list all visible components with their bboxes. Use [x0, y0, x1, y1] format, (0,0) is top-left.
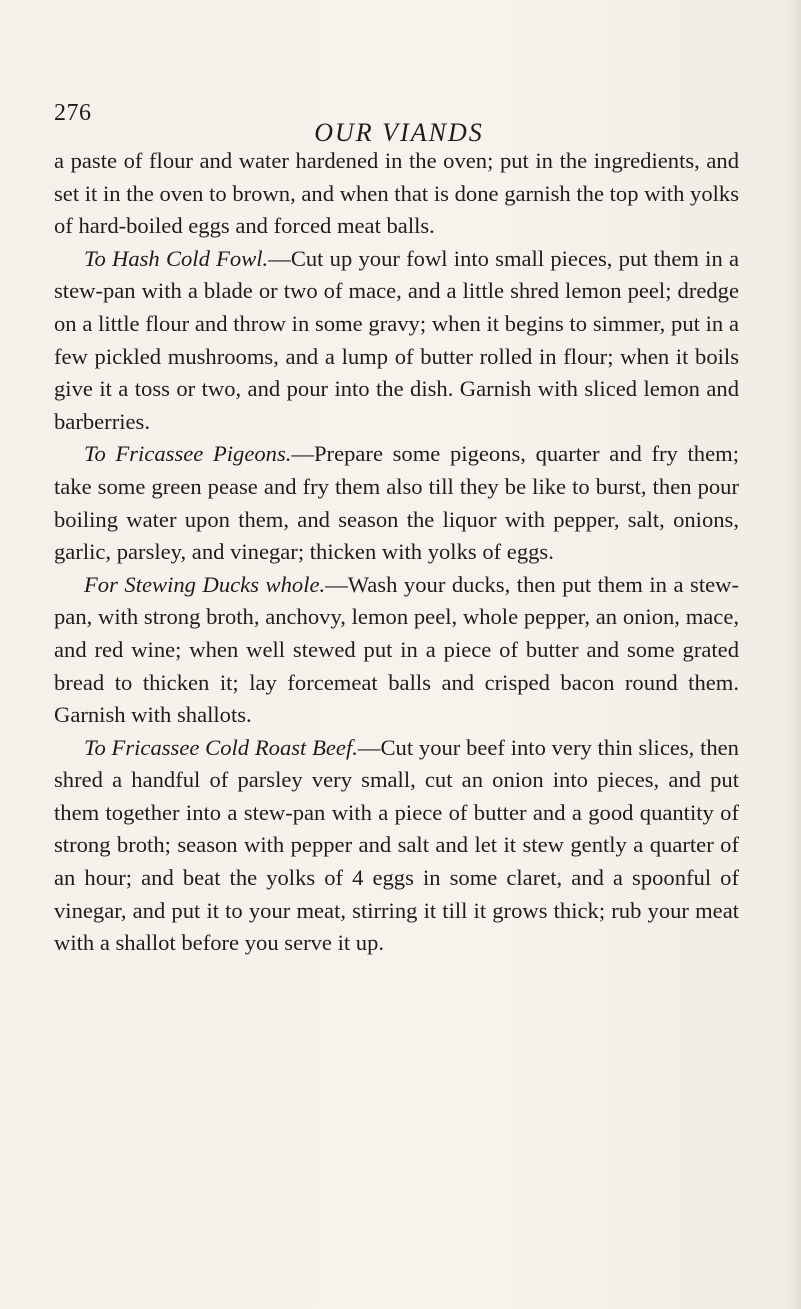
paragraph-text: a paste of flour and water hardened in the oven; put in the ingredients, and set it in the oven to brown, and when that is done garnish the top with yolks of hard-boiled eggs and forced meat balls. [54, 148, 739, 239]
recipe-title: For Stewing Ducks whole. [84, 571, 326, 597]
page-header [54, 100, 744, 147]
page-number: 276 [54, 100, 92, 126]
recipe-fricassee-cold-roast-beef [54, 732, 739, 960]
recipe-title: To Fricassee Cold Roast Beef. [84, 734, 358, 760]
recipe-title: To Fricassee Pigeons. [84, 441, 292, 467]
recipe-hash-cold-fowl [54, 243, 739, 439]
recipe-stewing-ducks [54, 569, 739, 732]
recipe-fricassee-pigeons [54, 438, 739, 568]
paragraph-continuation [54, 145, 739, 243]
recipe-text: —Cut your beef into very thin slices, then shred a handful of parsley very small, cut an onion into pieces, and put them together into a stew-pan with a piece of butter and a good quantity of strong broth; season with pepper and salt and let it stew gently a quarter of an hour; and beat the yolks of 4 eggs in some claret, and a spoonful of vinegar, and put it to your meat, stirring it till it grows thick; rub your meat with a shallot before you serve it up. [54, 734, 739, 956]
running-head: OUR VIANDS [314, 118, 484, 147]
recipe-text: —Wash your ducks, then put them in a stew-pan, with strong broth, anchovy, lemon peel, whole pepper, an onion, mace, and red wine; when well stewed put in a piece of butter and some grated bread to thicken it; lay forcemeat balls and crisped bacon round them. Garnish with shallots. [54, 571, 739, 728]
recipe-text: —Cut up your fowl into small pieces, put them in a stew-pan with a blade or two of mace, and a little shred lemon peel; dredge on a little flour and throw in some gravy; when it begins to simmer, put in a few pickled mushrooms, and a lump of butter rolled in flour; when it boils give it a toss or two, and pour into the dish. Garnish with sliced lemon and barberries. [54, 245, 739, 434]
page-edge-shadow [787, 0, 801, 1309]
recipe-title: To Hash Cold Fowl. [84, 245, 269, 271]
recipe-text: —Prepare some pigeons, quarter and fry them; take some green pease and fry them also till they be like to burst, then pour boiling water upon them, and season the liquor with pepper, salt, onions, garlic, parsley, and vinegar; thicken with yolks of eggs. [54, 441, 739, 565]
page-body [54, 145, 739, 960]
